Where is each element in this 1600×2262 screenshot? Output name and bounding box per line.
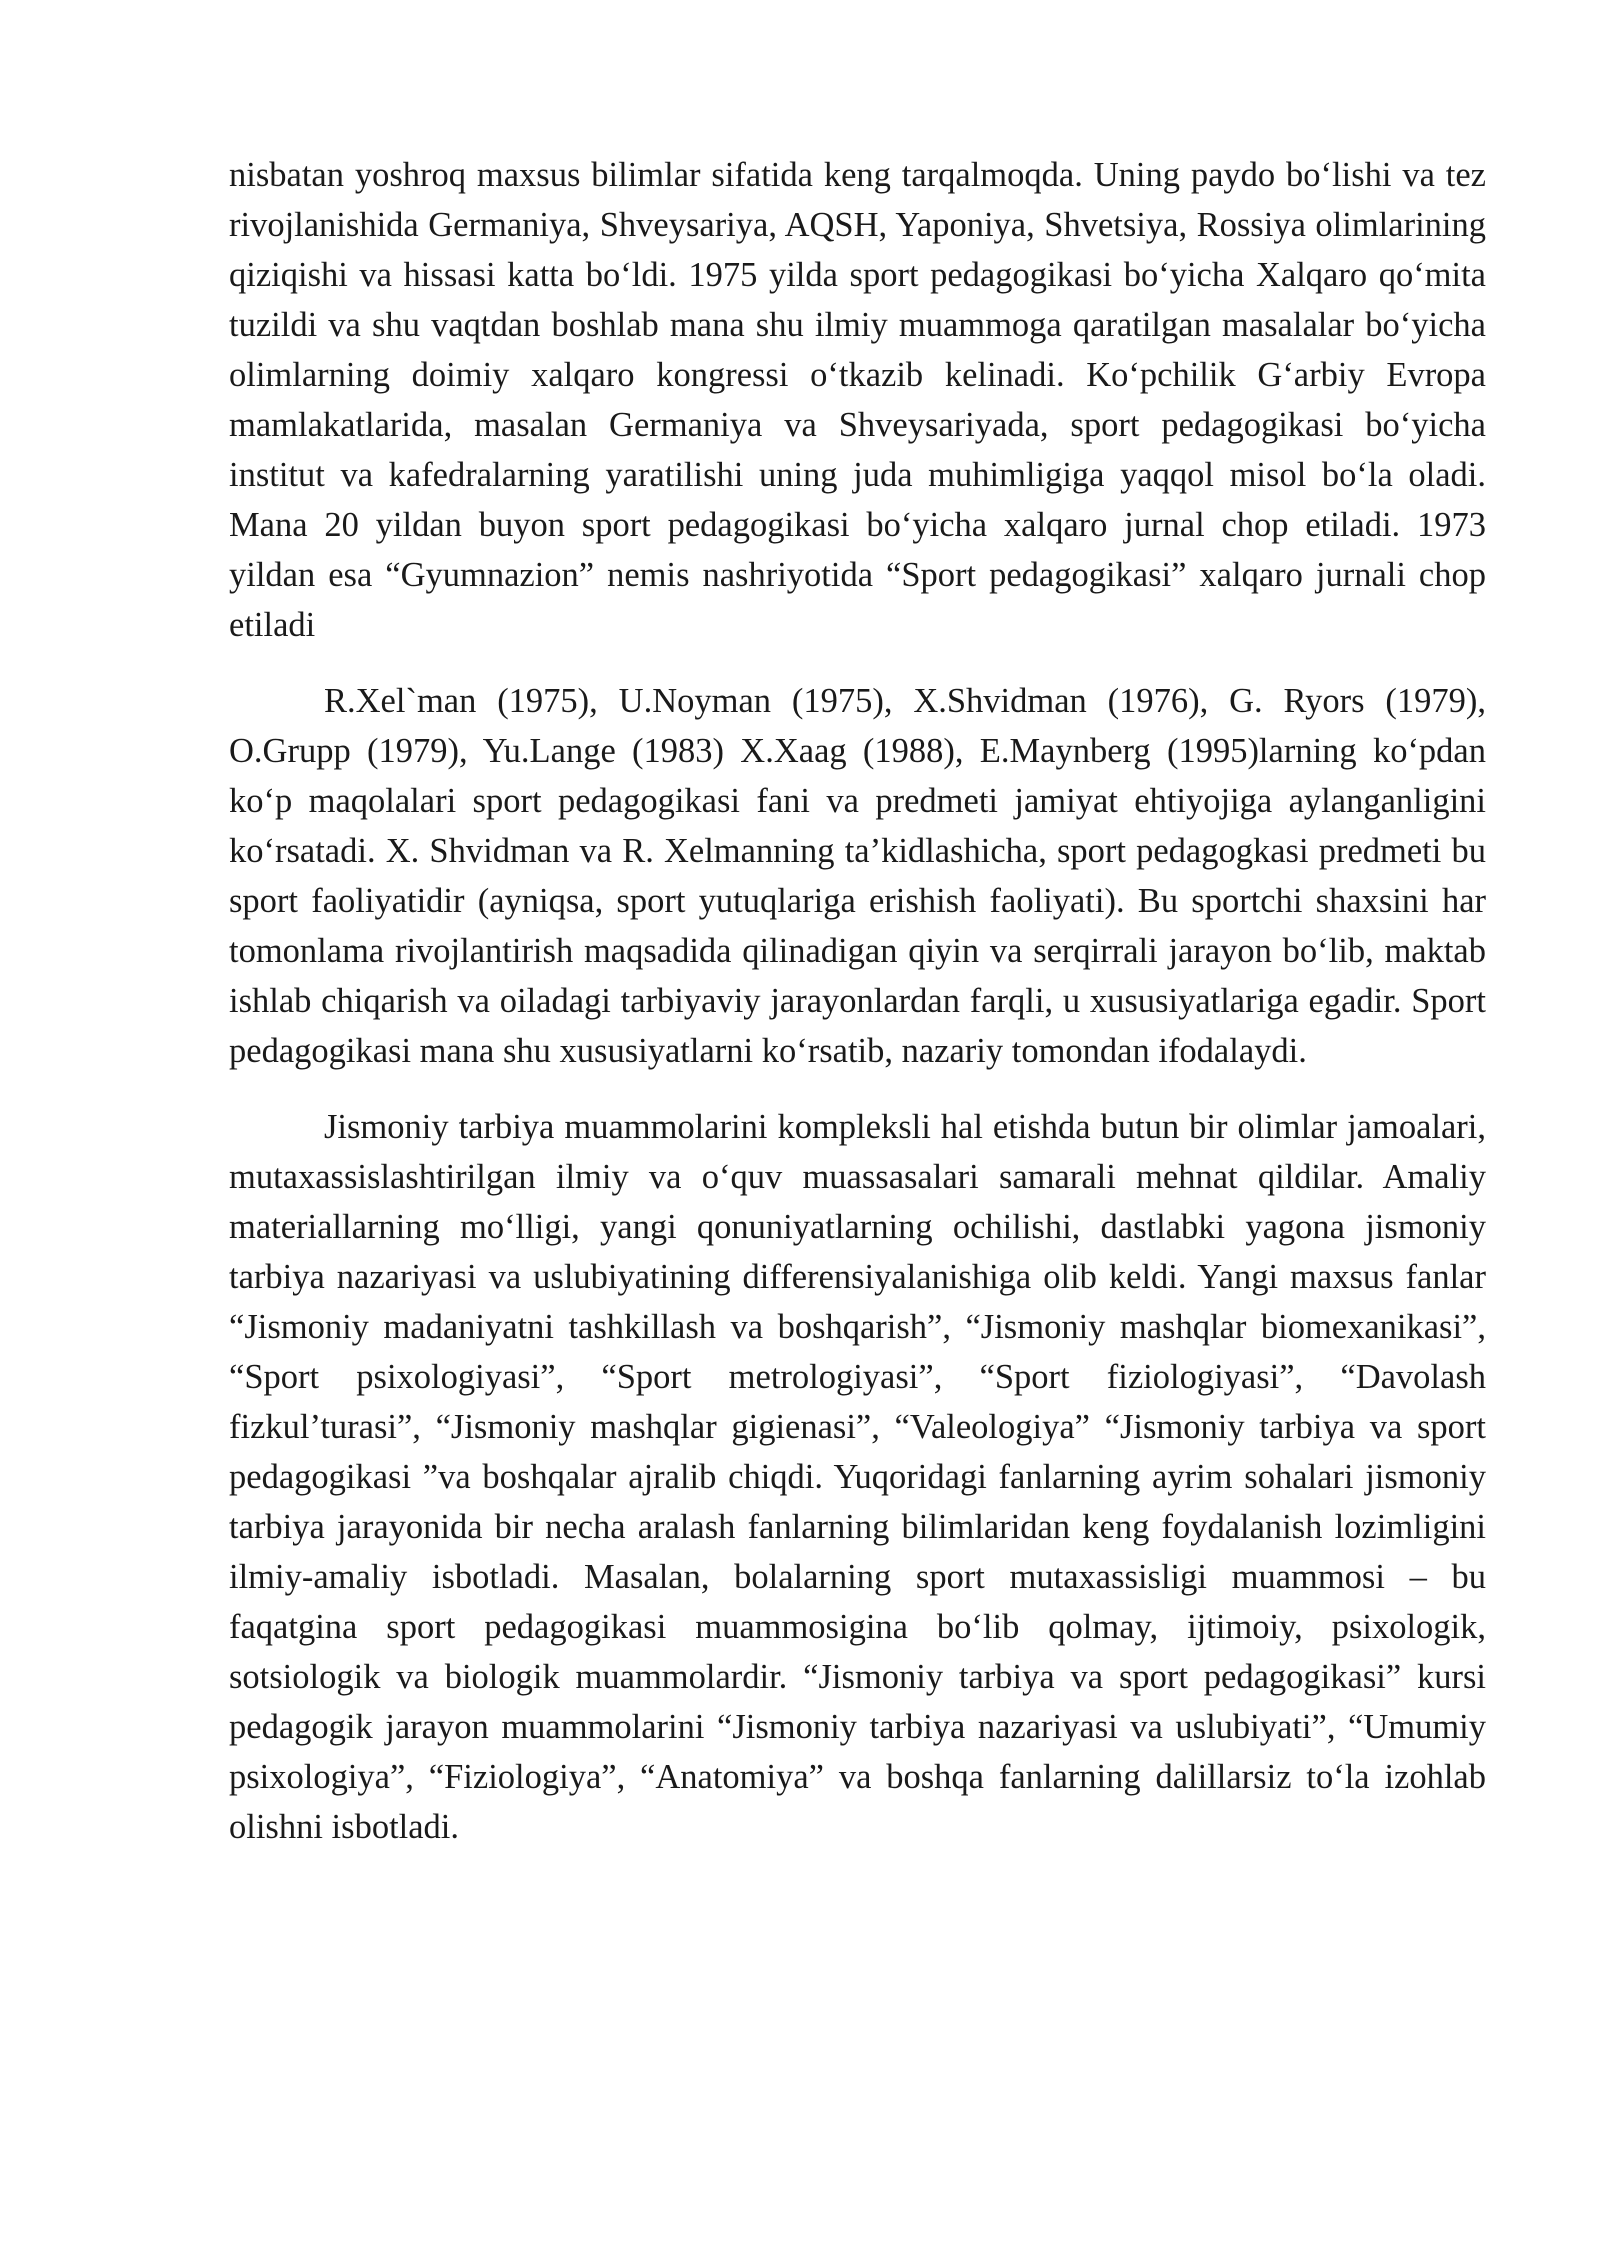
paragraph-authors: R.Xel`man (1975), U.Noyman (1975), X.Shvidman (1976), G. Ryors (1979), O.Grupp (1979), Yu.Lange (1983) X.Xaag (1988), E.Maynberg (1995)larning ko‘pdan ko‘p maqolalari sport pedagogikasi fani va predmeti jamiyat ehtiyojiga aylanganligini ko‘rsatadi. X. Shvidman va R. Xelmanning ta’kidlashicha, sport pedagogkasi predmeti bu sport faoliyatidir (ayniqsa, sport yutuqlariga erishish faoliyati). Bu sportchi shaxsini har tomonlama rivojlantirish maqsadida qilinadigan qiyin va serqirrali jarayon bo‘lib, maktab ishlab chiqarish va oiladagi tarbiyaviy jarayonlardan farqli, u xususiyatlariga egadir. Sport pedagogikasi mana shu xususiyatlarni ko‘rsatib, nazariy tomondan ifodalaydi. xyxy=(229,682,1486,1070)
paragraph-continuation: nisbatan yoshroq maxsus bilimlar sifatida keng tarqalmoqda. Uning paydo bo‘lishi va tez rivojlanishida Germaniya, Shveysariya, AQSH, Yaponiya, Shvetsiya, Rossiya olimlarining qiziqishi va hissasi katta bo‘ldi. 1975 yilda sport pedagogikasi bo‘yicha Xalqaro qo‘mita tuzildi va shu vaqtdan boshlab mana shu ilmiy muammoga qaratilgan masalalar bo‘yicha olimlarning doimiy xalqaro kongressi o‘tkazib kelinadi. Ko‘pchilik G‘arbiy Evropa mamlakatlarida, masalan Germaniya va Shveysariyada, sport pedagogikasi bo‘yicha institut va kafedralarning yaratilishi uning juda muhimligiga yaqqol misol bo‘la oladi. Mana 20 yildan buyon sport pedagogikasi bo‘yicha xalqaro jurnal chop etiladi. 1973 yildan esa “Gyumnazion” nemis nashriyotida “Sport pedagogikasi” xalqaro jurnali chop etiladi xyxy=(229,156,1486,644)
paragraph-disciplines: Jismoniy tarbiya muammolarini kompleksli hal etishda butun bir olimlar jamoalari, mutaxassislashtirilgan ilmiy va o‘quv muassasalari samarali mehnat qildilar. Amaliy materiallarning mo‘lligi, yangi qonuniyatlarning ochilishi, dastlabki yagona jismoniy tarbiya nazariyasi va uslubiyatining differensiyalanishiga olib keldi. Yangi maxsus fanlar “Jismoniy madaniyatni tashkillash va boshqarish”, “Jismoniy mashqlar biomexanikasi”, “Sport psixologiyasi”, “Sport metrologiyasi”, “Sport fiziologiyasi”, “Davolash fizkul’turasi”, “Jismoniy mashqlar gigienasi”, “Valeologiya” “Jismoniy tarbiya va sport pedagogikasi ”va boshqalar ajralib chiqdi. Yuqoridagi fanlarning ayrim sohalari jismoniy tarbiya jarayonida bir necha aralash fanlarning bilimlaridan keng foydalanish lozimligini ilmiy-amaliy isbotladi. Masalan, bolalarning sport mutaxassisligi muammosi – bu faqatgina sport pedagogikasi muammosigina bo‘lib qolmay, ijtimoiy, psixologik, sotsiologik va biologik muammolardir. “Jismoniy tarbiya va sport pedagogikasi” kursi pedagogik jarayon muammolarini “Jismoniy tarbiya nazariyasi va uslubiyati”, “Umumiy psixologiya”, “Fiziologiya”, “Anatomiya” va boshqa fanlarning dalillarsiz to‘la izohlab olishni isbotladi. xyxy=(229,1108,1486,1846)
document-page xyxy=(229,150,1486,1878)
